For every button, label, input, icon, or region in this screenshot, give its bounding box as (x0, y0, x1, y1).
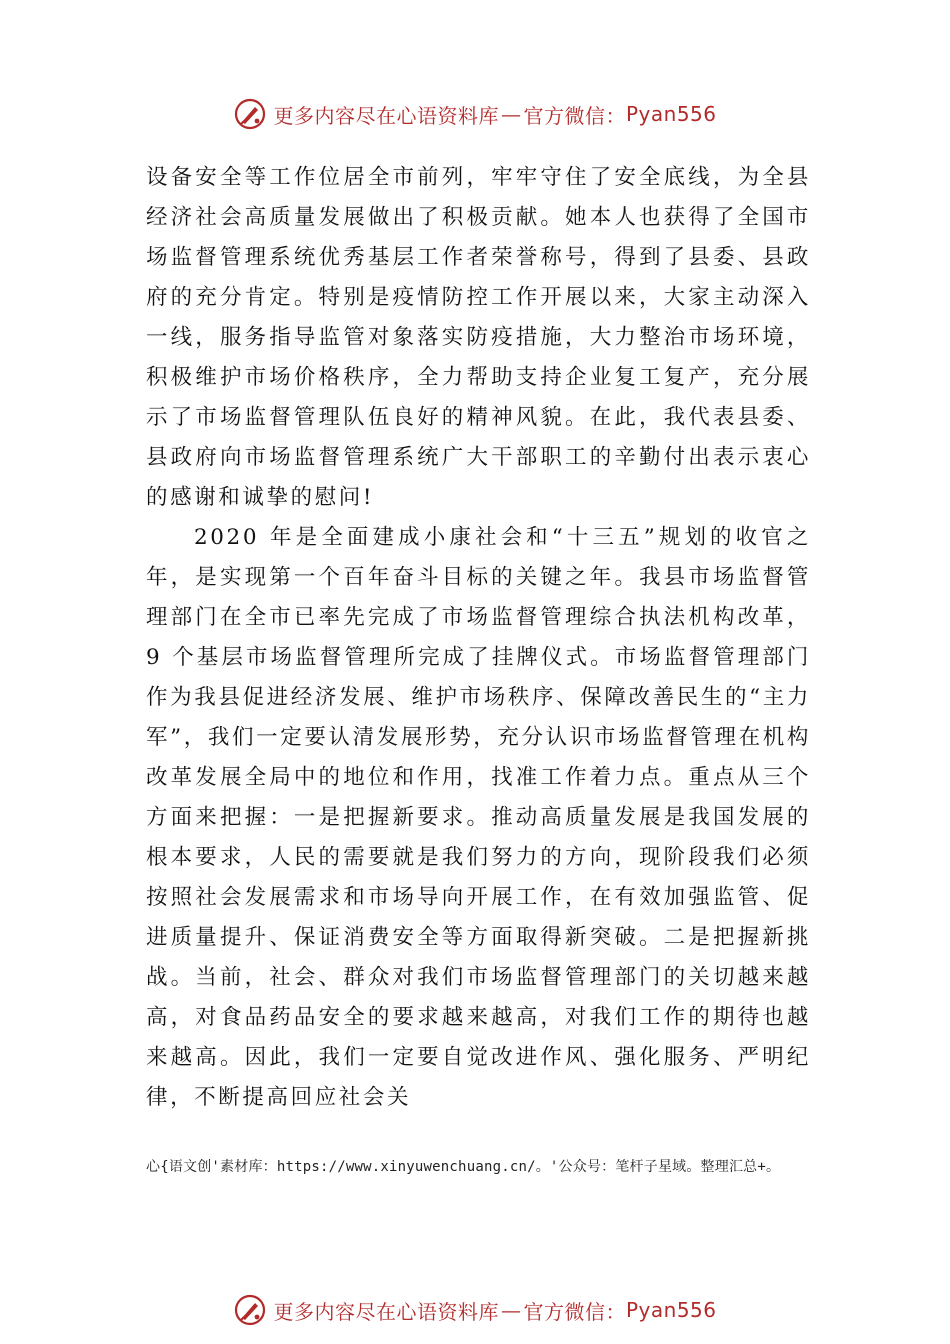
banner-wechat-label: 官方微信： (523, 1299, 626, 1324)
banner-separator: — (500, 102, 522, 126)
pen-seal-icon (233, 97, 267, 131)
banner-wechat-label: 官方微信： (523, 103, 626, 128)
banner-title: 更多内容尽在心语资料库 (273, 103, 499, 128)
footer-banner (0, 1290, 950, 1330)
banner-handle: Pyan556 (625, 102, 717, 126)
banner-separator: — (500, 1298, 522, 1322)
source-note: 心{语文创'素材库：https://www.xinyuwenchuang.cn/。'公众号：笔杆子星域。整理汇总+。 (146, 1159, 781, 1175)
banner-title: 更多内容尽在心语资料库 (273, 1299, 499, 1324)
paragraph-1: 设备安全等工作位居全市前列，牢牢守住了安全底线，为全县经济社会高质量发展做出了积极贡献。她本人也获得了全国市场监督管理系统优秀基层工作者荣誉称号，得到了县委、县政府的充分肯定。特别是疫情防控工作开展以来，大家主动深入一线，服务指导监管对象落实防疫措施，大力整治市场环境，积极维护市场价格秩序，全力帮助支持企业复工复产，充分展示了市场监督管理队伍良好的精神风貌。在此，我代表县委、县政府向市场监督管理系统广大干部职工的辛勤付出表示衷心的感谢和诚挚的慰问! (146, 165, 811, 510)
banner-handle: Pyan556 (625, 1298, 717, 1322)
document-body (146, 158, 811, 1118)
pen-seal-icon (233, 1293, 267, 1327)
paragraph-2: 2020 年是全面建成小康社会和“十三五”规划的收官之年，是实现第一个百年奋斗目标的关键之年。我县市场监督管理部门在全市已率先完成了市场监督管理综合执法机构改革，9 个基层市场监督管理所完成了挂牌仪式。市场监督管理部门作为我县促进经济发展、维护市场秩序、保障改善民生的“主力军”，我们一定要认清发展形势，充分认识市场监督管理在机构改革发展全局中的地位和作用，找准工作着力点。重点从三个方面来把握：一是把握新要求。推动高质量发展是我国发展的根本要求，人民的需要就是我们努力的方向，现阶段我们必须按照社会发展需求和市场导向开展工作，在有效加强监管、促进质量提升、保证消费安全等方面取得新突破。二是把握新挑战。当前，社会、群众对我们市场监督管理部门的关切越来越高，对食品药品安全的要求越来越高，对我们工作的期待也越来越高。因此，我们一定要自觉改进作风、强化服务、严明纪律，不断提高回应社会关 (146, 525, 811, 1110)
header-banner (0, 94, 950, 134)
